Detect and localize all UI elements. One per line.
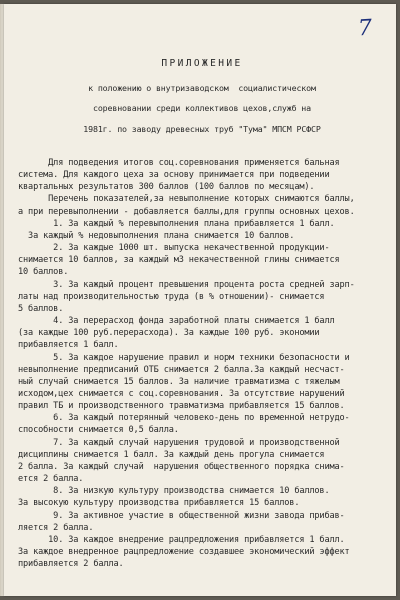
text-line: система. Для каждого цеха за основу принимается при подведении [18,170,330,181]
handwritten-page-number: 7 [357,15,373,42]
subtitle-line: к положению о внутризаводском социалистическом [88,82,316,93]
text-line: прибавляется 2 балла. [18,559,124,570]
text-line: Перечень показателей,за невыполнение которых снимаются баллы, [18,194,355,205]
text-line: За каждый % недовыполнения плана снимается 10 баллов. [18,230,295,241]
text-line: снимается 10 баллов, за каждый м3 некачественной глины снимается [18,255,340,266]
text-line: 7. За каждый случай нарушения трудовой и производственной [18,437,340,448]
text-line: 3. За каждый процент превышения процента роста средней зарп- [18,279,355,290]
text-line: За высокую культуру производства прибавляется 15 баллов. [18,498,300,509]
document-title: ПРИЛОЖЕНИЕ [161,58,243,69]
text-line: а при перевыполнении - добавляется баллы,для группы основных цехов. [18,206,355,217]
text-line: (за каждые 100 руб.перерасхода). За каждые 100 руб. экономии [18,328,320,339]
text-line: 2. За каждые 1000 шт. выпуска некачественной продукции- [18,243,330,254]
text-line: 1. За каждый % перевыполнения плана прибавляется 1 балл. [18,218,335,229]
text-line: 6. За каждый потерянный человеко-день по временной нетрудо- [18,413,350,424]
text-line: 4. За перерасход фонда заработной платы снимается 1 балл [18,316,335,327]
text-line: ляется 2 балла. [18,522,94,533]
text-line: способности снимается 0,5 балла. [18,425,179,436]
subtitle-line: соревновании среди коллективов цехов,служб на [92,103,312,114]
text-line: ется 2 балла. [18,474,84,485]
document-text [18,157,386,570]
text-line: 10 баллов. [18,267,69,278]
text-line: исходом,цех снимается с соц.соревнования. За отсутствие нарушений [18,388,345,399]
text-line: 10. За каждое внедрение рацпредложения прибавляется 1 балл. [18,534,345,545]
text-line: 5. За каждое нарушение правил и норм техники безопасности и [18,352,350,363]
text-line: Для подведения итогов соц.соревнования применяется бальная [18,158,340,168]
text-line: прибавляется 1 балл. [18,340,119,351]
document-body [18,58,386,570]
text-line: 9. За активное участие в общественной жизни завода прибав- [18,510,345,521]
text-line: 8. За низкую культуру производства снимается 10 баллов. [18,486,330,497]
text-line: 5 баллов. [18,303,64,314]
text-line: 2 балла. За каждый случай нарушения общественного порядка снима- [18,461,345,472]
text-line: дисциплины снимается 1 балл. За каждый день прогула снимается [18,449,325,460]
text-line: правил ТБ и производственного травматизма прибавляется 15 баллов. [18,401,345,412]
text-line: За каждое внедренное рацпредложение создавшее экономический эффект [18,547,350,557]
subtitle-line: 1981г. по заводу древесных труб "Тума" МПСМ РСФСР [83,124,321,135]
document-subtitle [18,72,386,145]
text-line: квартальных результатов 300 баллов (100 баллов по месяцам). [18,182,315,193]
text-line: невыполнение предписаний ОТБ снимается 2 балла.За каждый несчаст- [18,364,345,375]
text-line: латы над производительностью труда (в % отношении)- снимается [18,291,325,302]
text-line: ный случай снимается 15 баллов. За наличие травматизма с тяжелым [18,376,340,387]
